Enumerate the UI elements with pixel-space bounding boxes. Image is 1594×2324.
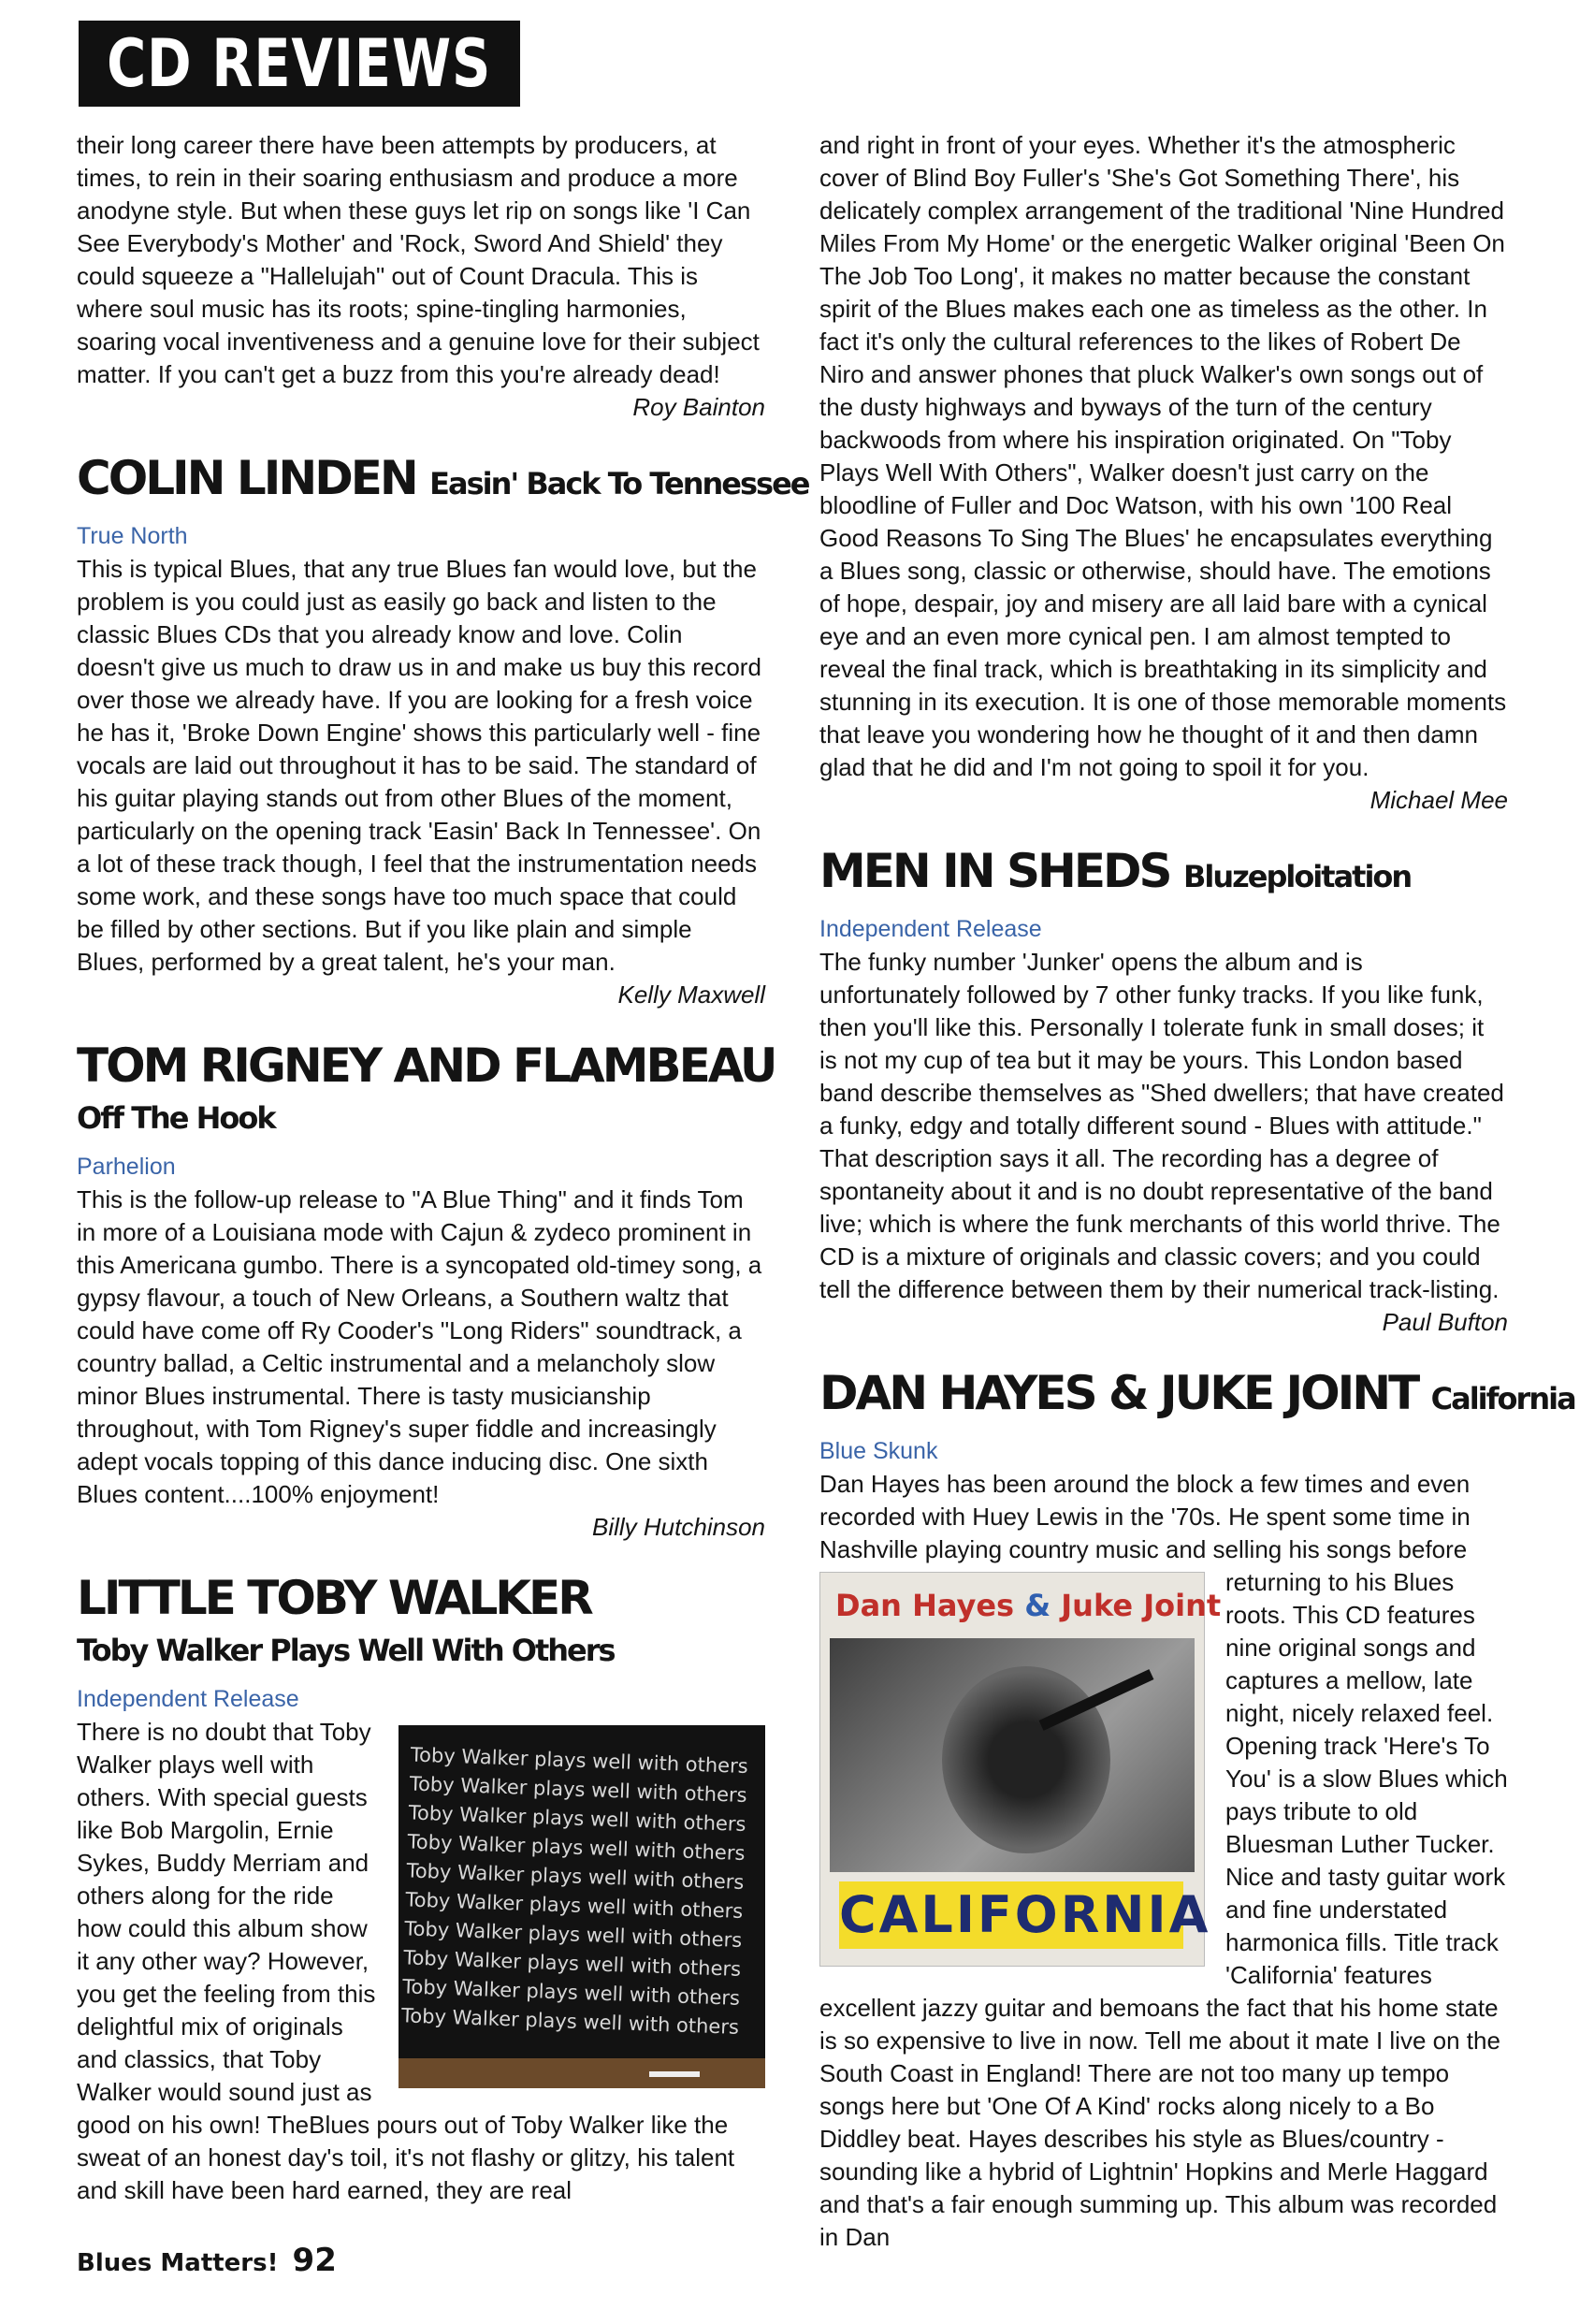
chalkboard-ledge	[398, 2058, 765, 2088]
album-title: Toby Walker Plays Well With Others	[77, 1633, 615, 1668]
section-title: CD REVIEWS	[107, 25, 492, 102]
cover-text: Toby Walker plays well with others	[401, 1975, 741, 2010]
review-body: This is typical Blues, that any true Blues fan would love, but the problem is you could just as easily go back and listen to the classic Blues CDs that you already know and love. Colin doesn't give us much to draw us in and make us buy this record over those we already have. If you are looking for a fresh voice he has it, 'Broke Down Engine' shows this particularly well - fine vocals are laid out throughout it has to be said. The standard of his guitar playing stands out from other Blues of the moment, particularly on the opening track 'Easin' Back In Tennessee'. On a lot of these track though, I feel that the instrumentation needs some work, and these songs have too much space that could be filled by other sections. But if you like plain and simple Blues, performed by a great talent, he's your man.	[77, 555, 761, 976]
guitar-body-icon	[942, 1666, 1110, 1853]
review-dan-hayes	[819, 1365, 1575, 2254]
reviewer-name: Kelly Maxwell	[617, 980, 765, 1009]
review-continued	[77, 129, 765, 424]
review-body: Dan Hayes has been around the block a few times and even recorded with Huey Lewis in the '70s. He spent some time in Nashville playing country music and selling his songs before	[819, 1470, 1471, 1563]
review-men-in-sheds	[819, 843, 1508, 1339]
reviewer-name: Roy Bainton	[632, 393, 765, 421]
artist-name: DAN HAYES & JUKE JOINT	[819, 1366, 1418, 1420]
record-label: Blue Skunk	[819, 1438, 938, 1464]
review-toby-walker	[77, 1570, 765, 2207]
cover-text: Toby Walker plays well with others	[409, 1772, 747, 1808]
review-colin-linden	[77, 450, 809, 1011]
album-cover-toby-walker	[398, 1725, 765, 2088]
artist-name: TOM RIGNEY AND FLAMBEAU	[77, 1039, 775, 1093]
album-title: California	[1430, 1381, 1575, 1416]
cover-text: Toby Walker plays well with others	[405, 1888, 744, 1923]
review-body: There is no doubt that Toby Walker plays well with others. With special guests like Bob Margolin, Ernie Sykes, Buddy Merriam and others along for the ride how could this album show it any other way? However, you get the feeling from this delightful mix of originals and classics, that Toby Walker would sound just as good on his own! TheBlues pours out of Toby Walker like the sweat of an honest day's toil, it's not flashy or glitzy, his talent and skill have been hard earned, they are real	[77, 1718, 735, 2204]
cover-photo	[830, 1638, 1195, 1872]
artist-name: COLIN LINDEN	[77, 451, 416, 505]
album-title: Off The Hook	[77, 1100, 275, 1136]
cover-band-second: Juke Joint	[1061, 1588, 1222, 1623]
record-label: Independent Release	[77, 1686, 299, 1712]
right-column	[819, 129, 1575, 2254]
page-number: 92	[292, 2242, 337, 2279]
cover-album-title: CALIFORNIA	[839, 1881, 1183, 1949]
album-title: Easin' Back To Tennessee	[429, 466, 809, 501]
review-body: and right in front of your eyes. Whether it's the atmospheric cover of Blind Boy Fuller's 'She's Got Something There', his delicately complex arrangement of the traditional 'Nine Hundred Miles From My Home' or the energetic Walker original 'Been On The Job Too Long', it makes no matter because the constant spirit of the Blues makes each one as timeless as the other. In fact it's only the cultural references to the likes of Robert De Niro and answer phones that pluck Walker's own songs out of the dusty highways and byways of the turn of the century backwoods from where his inspiration originated. On "Toby Plays Well With Others", Walker doesn't just carry on the bloodline of Fuller and Doc Watson, with his own '100 Real Good Reasons To Sing The Blues' he encapsulates everything a Blues song, classic or otherwise, should have. The emotions of hope, despair, joy and misery are all laid bare with a cynical eye and an even more cynical pen. I am almost tempted to reveal the final track, which is breathtaking in its simplicity and stunning in its execution. It is one of those memorable moments that leave you wondering how he thought of it and then damn glad that he did and I'm not going to spoil it for you.	[819, 131, 1507, 781]
cover-text: Toby Walker plays well with others	[407, 1830, 746, 1866]
chalk-stick	[649, 2071, 700, 2077]
artist-name: LITTLE TOBY WALKER	[77, 1571, 591, 1625]
cover-text: Toby Walker plays well with others	[408, 1801, 746, 1837]
review-continued	[819, 129, 1508, 817]
review-heading	[77, 450, 809, 512]
record-label: Parhelion	[77, 1154, 176, 1180]
cover-ampersand: &	[1024, 1588, 1051, 1623]
cover-text: Toby Walker plays well with others	[406, 1859, 745, 1894]
left-column	[77, 129, 809, 2207]
review-tom-rigney	[77, 1038, 775, 1544]
review-body: The funky number 'Junker' opens the album and is unfortunately followed by 7 other funky tracks. If you like funk, then you'll like this. Personally I tolerate funk in small doses; it is not my cup of tea but it may be yours. This London based band describe themselves as "Shed dwellers; that have created a funky, edgy and totally different sound - Blues with attitude." That description says it all. The recording has a degree of spontaneity about it and is no doubt representative of the band live; which is where the funk merchants of this world thrive. The CD is a mixture of originals and classic covers; and you could tell the difference between them by their numerical track-listing.	[819, 948, 1504, 1303]
review-heading	[819, 1365, 1575, 1427]
cover-text: Toby Walker plays well with others	[403, 1917, 743, 1952]
artist-name: MEN IN SHEDS	[819, 844, 1170, 898]
cover-band-name	[835, 1588, 1221, 1623]
album-cover-dan-hayes	[819, 1572, 1222, 1967]
record-label: Independent Release	[819, 916, 1042, 942]
magazine-name: Blues Matters!	[77, 2249, 279, 2277]
review-body: their long career there have been attempts by producers, at times, to rein in their soaring enthusiasm and produce a more anodyne style. But when these guys let rip on songs like 'I Can See Everybody's Mother' and 'Rock, Sword And Shield' they could squeeze a "Hallelujah" out of Count Dracula. This is where soul music has its roots; spine-tingling harmonies, soaring vocal inventiveness and a genuine love for their subject matter. If you can't get a buzz from this you're already dead!	[77, 131, 760, 388]
section-header	[79, 21, 520, 107]
record-label: True North	[77, 523, 188, 549]
cover-text: Toby Walker plays well with others	[402, 1946, 742, 1981]
reviewer-name: Billy Hutchinson	[592, 1513, 765, 1541]
reviewer-name: Michael Mee	[1369, 786, 1508, 814]
review-heading	[819, 843, 1508, 905]
page-footer	[77, 2242, 337, 2279]
album-title: Bluzeploitation	[1182, 859, 1412, 894]
cover-text: Toby Walker plays well with others	[400, 2004, 740, 2039]
review-body: This is the follow-up release to "A Blue Thing" and it finds Tom in more of a Louisiana mode with Cajun & zydeco prominent in this Americana gumbo. There is a syncopated old-timey song, a gypsy flavour, a touch of New Orleans, a Southern waltz that could have come off Ry Cooder's "Long Riders" soundtrack, a country ballad, a Celtic instrumental and a melancholy slow minor Blues instrumental. There is tasty musicianship throughout, with Tom Rigney's super fiddle and increasingly adept vocals topping of this dance inducing disc. One sixth Blues content....100% enjoyment!	[77, 1185, 762, 1508]
review-body: returning to his Blues roots. This CD features nine original songs and captures a mellow, late night, nicely relaxed feel. Opening track 'Here's To You' is a slow Blues which pays tribute to old Bluesman Luther Tucker. Nice and tasty guitar work and fine understated harmonica fills. Title track 'California' features excellent jazzy guitar and bemoans the fact that his home state is so expensive to live in now. Tell me about it mate I live on the South Coast in England! There are not too many up tempo songs here but 'One Of A Kind' rocks along nicely to a Bo Diddley beat. Hayes describes his style as Blues/country - sounding like a hybrid of Lightnin' Hopkins and Merle Haggard and that's a fair enough summing up. This album was recorded in Dan	[819, 1568, 1508, 2251]
reviewer-name: Paul Bufton	[1382, 1308, 1508, 1336]
cover-text: Toby Walker plays well with others	[410, 1743, 749, 1779]
cover-band-first: Dan Hayes	[835, 1588, 1015, 1623]
